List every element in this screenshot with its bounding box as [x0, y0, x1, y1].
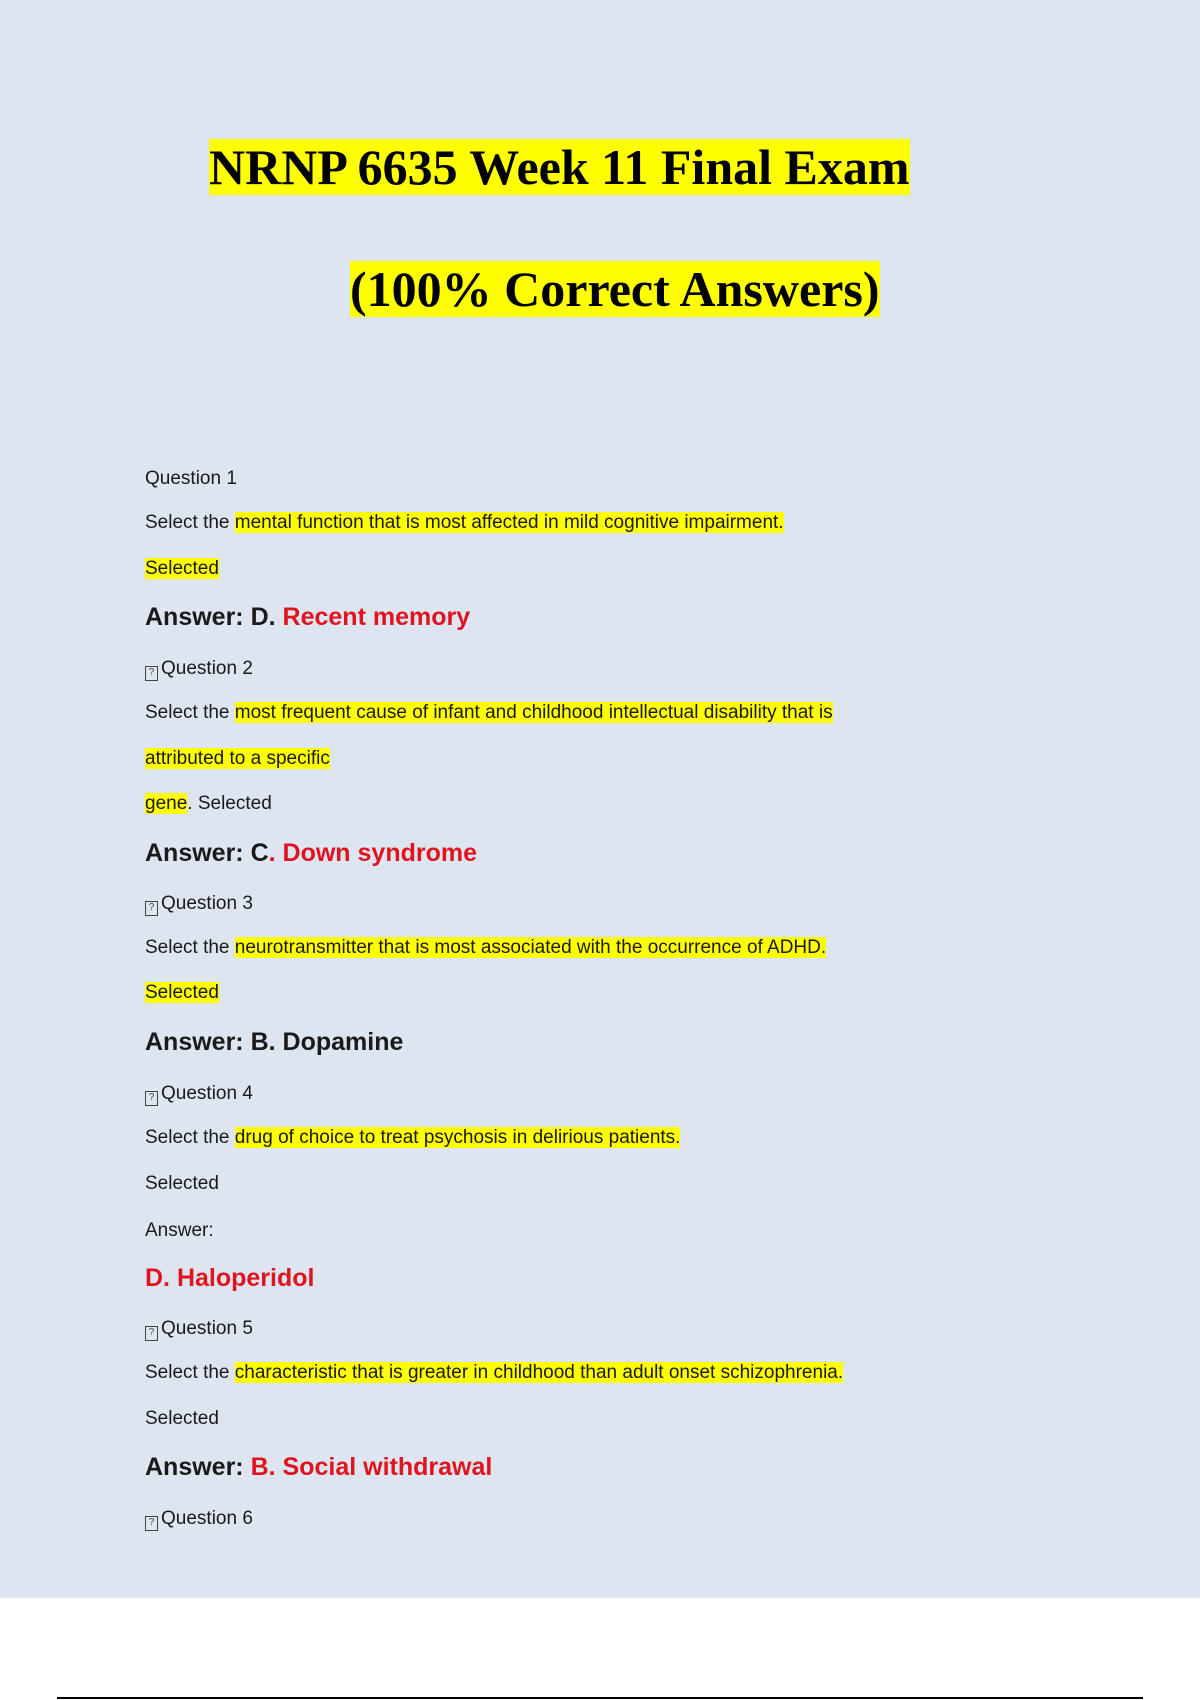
missing-glyph-icon: ? [145, 1326, 158, 1341]
question-1-answer: Answer: D. Recent memory [145, 603, 471, 631]
question-6-label: ? Question 6 [145, 1508, 253, 1531]
missing-glyph-icon: ? [145, 666, 158, 681]
question-2-answer: Answer: C. Down syndrome [145, 839, 478, 867]
missing-glyph-icon: ? [145, 1091, 158, 1106]
question-2-prompt-line-3: gene. Selected [145, 793, 272, 814]
question-4-answer: D. Haloperidol [145, 1264, 315, 1292]
question-2-prompt-line-2: attributed to a specific [145, 748, 330, 769]
missing-glyph-icon: ? [145, 1516, 158, 1531]
question-3-prompt: Select the neurotransmitter that is most associated with the occurrence of ADHD. [145, 937, 827, 958]
title-line-1: NRNP 6635 Week 11 Final Exam [209, 139, 910, 195]
question-4-prompt: Select the drug of choice to treat psychosis in delirious patients. [145, 1127, 681, 1148]
question-1-selected: Selected [145, 558, 219, 579]
missing-glyph-icon: ? [145, 901, 158, 916]
footer-rule [57, 1697, 1143, 1699]
question-4-answer-label: Answer: [145, 1220, 214, 1241]
question-3-answer: Answer: B. Dopamine [145, 1028, 404, 1056]
question-1-label: Question 1 [145, 468, 237, 489]
question-2-label: ? Question 2 [145, 658, 253, 681]
question-5-answer: Answer: B. Social withdrawal [145, 1453, 493, 1481]
question-4-label: ? Question 4 [145, 1083, 253, 1106]
question-1-prompt: Select the mental function that is most affected in mild cognitive impairment. [145, 512, 784, 533]
title-line-2: (100% Correct Answers) [350, 261, 880, 317]
question-5-prompt: Select the characteristic that is greater in childhood than adult onset schizophrenia. [145, 1362, 844, 1383]
question-3-selected: Selected [145, 982, 219, 1003]
question-4-selected: Selected [145, 1173, 219, 1194]
question-2-prompt-line-1: Select the most frequent cause of infant and childhood intellectual disability that is [145, 702, 833, 723]
question-5-selected: Selected [145, 1408, 219, 1429]
question-3-label: ? Question 3 [145, 893, 253, 916]
question-5-label: ? Question 5 [145, 1318, 253, 1341]
